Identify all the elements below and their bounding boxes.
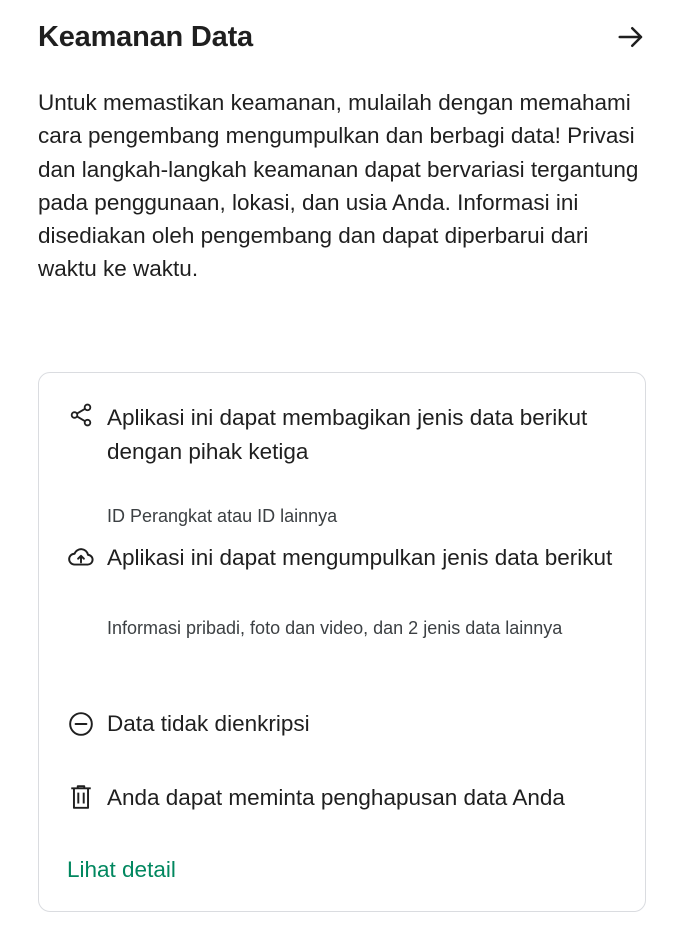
share-icon — [67, 401, 95, 429]
deletion-title: Anda dapat meminta penghapusan data Anda — [107, 785, 565, 810]
no-encryption-icon — [67, 710, 95, 738]
data-collected-subtitle: Informasi pribadi, foto dan video, dan 2 jenis data lainnya — [107, 618, 563, 638]
data-shared-title: Aplikasi ini dapat membagikan jenis data berikut dengan pihak ketiga — [107, 405, 588, 464]
see-more-button[interactable] — [606, 17, 646, 57]
data-shared-subtitle: ID Perangkat atau ID lainnya — [107, 506, 338, 526]
data-collected-title: Aplikasi ini dapat mengumpulkan jenis data berikut — [107, 545, 613, 570]
section-title: Keamanan Data — [38, 20, 253, 53]
encryption-title: Data tidak dienkripsi — [107, 711, 310, 736]
see-details-link[interactable]: Lihat detail — [67, 857, 176, 882]
arrow-right-icon — [616, 22, 646, 52]
section-description: Untuk memastikan keamanan, mulailah dengan memahami cara pengembang mengumpulkan dan berbagi data! Privasi dan langkah-langkah keamanan dapat bervariasi tergantung pada penggunaan, lokasi, dan usia Anda. Informasi ini disediakan oleh pengembang dan dapat diperbarui dari waktu ke waktu. — [38, 90, 639, 282]
cloud-upload-icon — [67, 543, 95, 571]
section-header — [38, 12, 646, 62]
trash-icon — [67, 783, 95, 811]
data-safety-card — [38, 372, 646, 912]
